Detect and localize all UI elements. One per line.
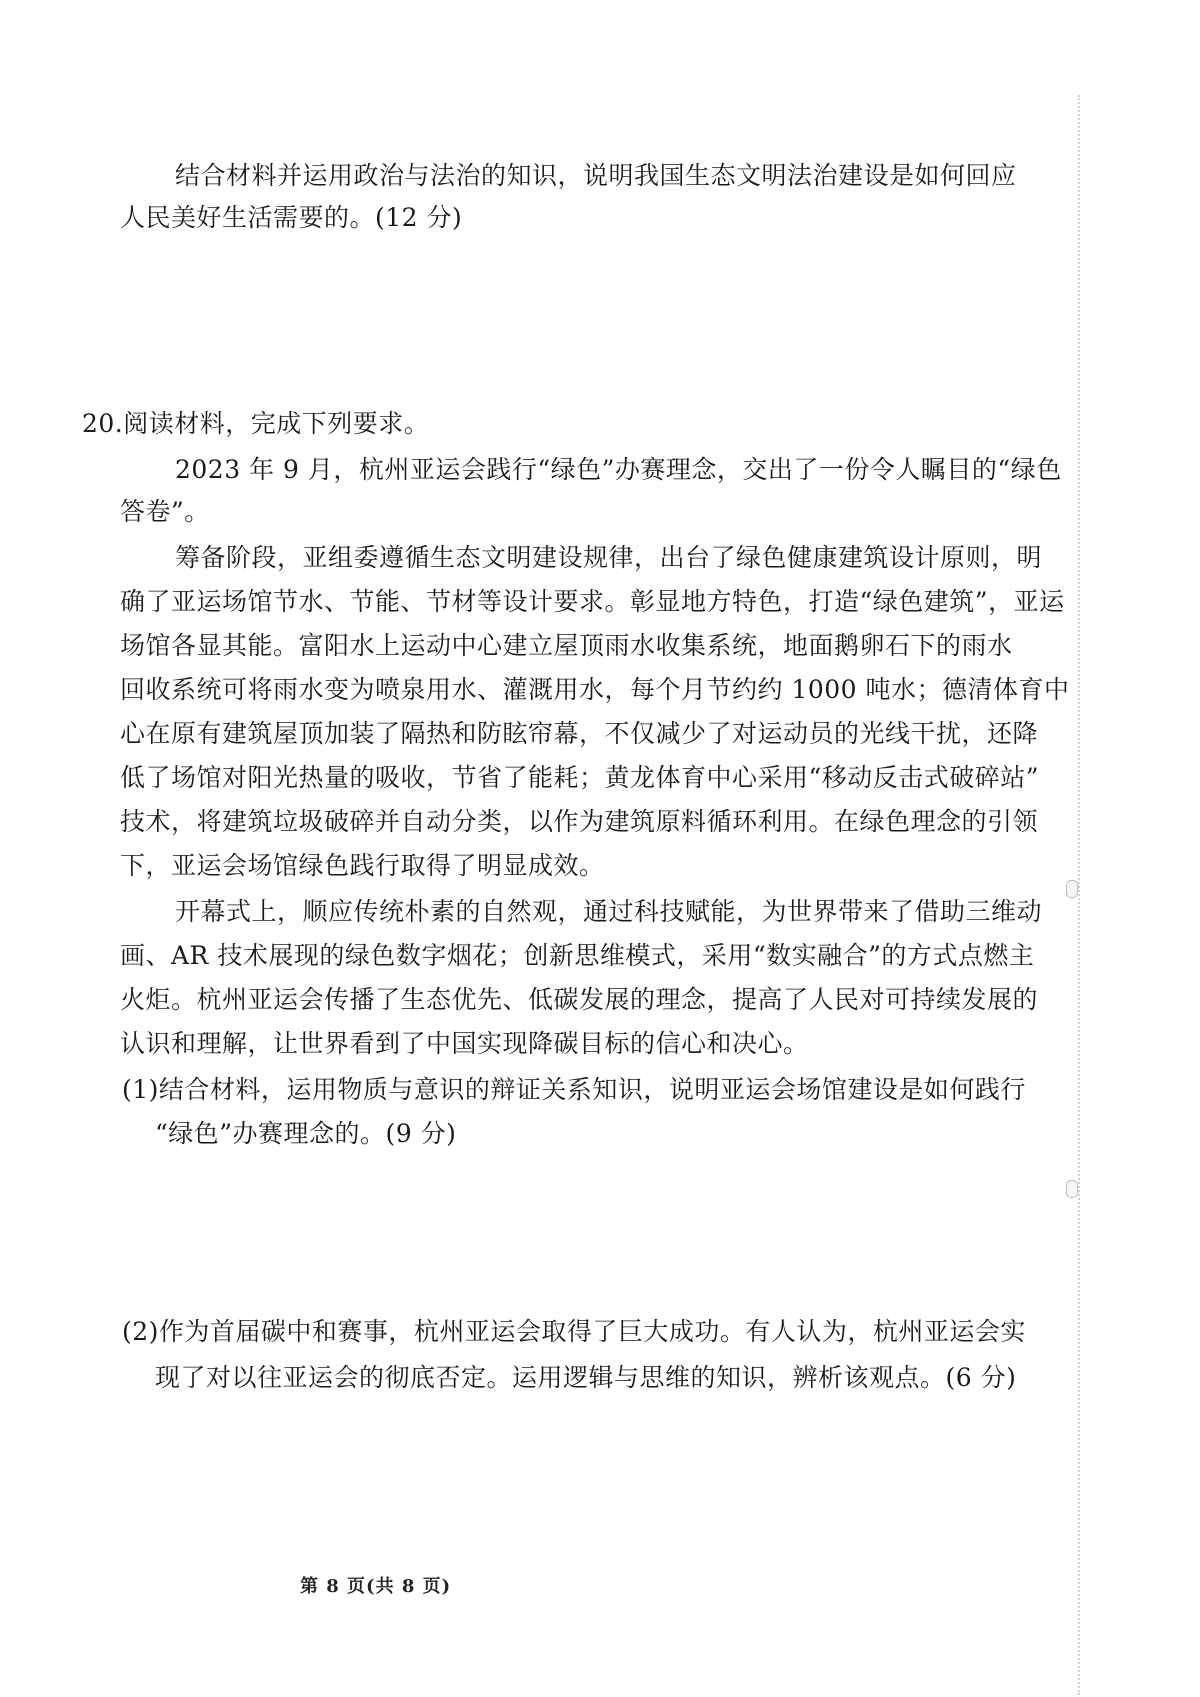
q20-para2-line7: 技术，将建筑垃圾破碎并自动分类，以作为建筑原料循环利用。在绿色理念的引领 (120, 807, 1039, 836)
q20-para3-line3: 火炬。杭州亚运会传播了生态优先、低碳发展的理念，提高了人民对可持续发展的 (120, 985, 1039, 1014)
q20-para2-line8: 下，亚运会场馆绿色践行取得了明显成效。 (120, 851, 605, 880)
scan-binding-edge (1078, 95, 1082, 1695)
q20-para3-line1: 开幕式上，顺应传统朴素的自然观，通过科技赋能，为世界带来了借助三维动 (175, 897, 1043, 926)
q20-para2-line1: 筹备阶段，亚组委遵循生态文明建设规律，出台了绿色健康建筑设计原则，明 (175, 543, 1043, 572)
q20-para2-line2: 确了亚运场馆节水、节能、节材等设计要求。彰显地方特色，打造“绿色建筑”，亚运 (120, 587, 1065, 616)
q20-para2-line3: 场馆各显其能。富阳水上运动中心建立屋顶雨水收集系统，地面鹅卵石下的雨水 (120, 631, 1013, 660)
q20-para2-line6: 低了场馆对阳光热量的吸收，节省了能耗；黄龙体育中心采用“移动反击式破碎站” (120, 763, 1040, 792)
q20-heading: 20.阅读材料，完成下列要求。 (82, 409, 430, 438)
q20-para2-line4: 回收系统可将雨水变为喷泉用水、灌溉用水，每个月节约约 1000 吨水；德清体育中 (120, 675, 1070, 704)
binding-hole-mark (1066, 1180, 1078, 1198)
q19-text-line1: 结合材料并运用政治与法治的知识，说明我国生态文明法治建设是如何回应 (175, 161, 1017, 190)
q20-para2-line5: 心在原有建筑屋顶加装了隔热和防眩帘幕，不仅减少了对运动员的光线干扰，还降 (120, 719, 1039, 748)
q20-sub1-line2: “绿色”办赛理念的。(9 分) (155, 1119, 457, 1148)
q20-sub2-line2: 现了对以往亚运会的彻底否定。运用逻辑与思维的知识，辨析该观点。(6 分) (155, 1363, 1017, 1392)
q19-text-line2: 人民美好生活需要的。(12 分) (120, 203, 463, 232)
q20-para3-line4: 认识和理解，让世界看到了中国实现降碳目标的信心和决心。 (120, 1029, 809, 1058)
q20-para1-line2: 答卷”。 (120, 497, 210, 526)
q20-para3-line2: 画、AR 技术展现的绿色数字烟花；创新思维模式，采用“数实融合”的方式点燃主 (120, 941, 1035, 970)
binding-hole-mark (1066, 880, 1078, 898)
q20-sub1-line1: (1)结合材料，运用物质与意识的辩证关系知识，说明亚运会场馆建设是如何践行 (122, 1075, 1026, 1104)
page-number-footer: 第 8 页(共 8 页) (300, 1576, 452, 1597)
q20-para1-line1: 2023 年 9 月，杭州亚运会践行“绿色”办赛理念，交出了一份令人瞩目的“绿色 (175, 455, 1062, 484)
q20-sub2-line1: (2)作为首届碳中和赛事，杭州亚运会取得了巨大成功。有人认为，杭州亚运会实 (122, 1317, 1026, 1346)
